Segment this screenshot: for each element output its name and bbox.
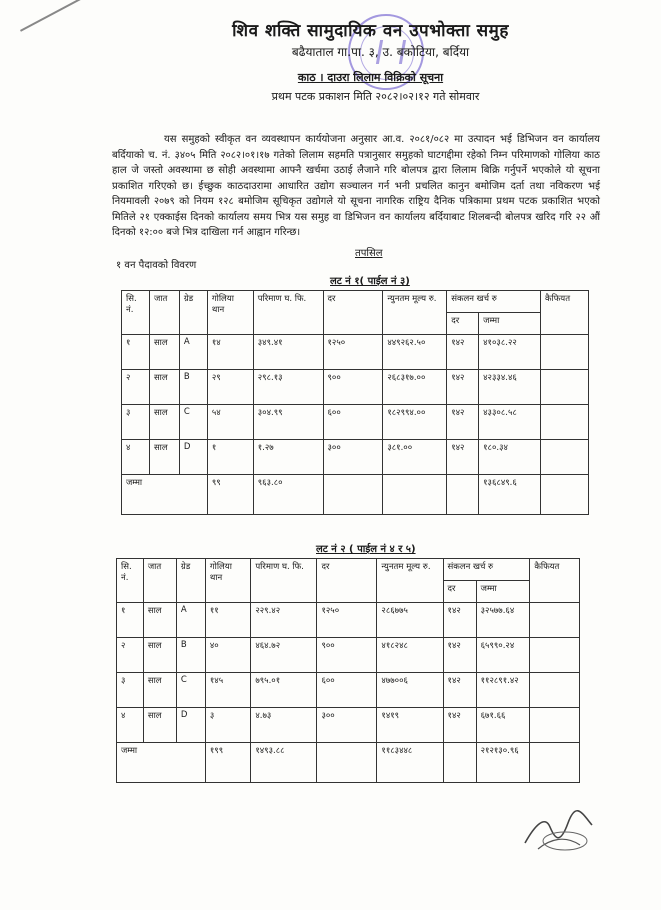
cell-coll-total: ६५९९०.२४ bbox=[476, 638, 530, 673]
section-label: १ वन पैदावको विवरण bbox=[116, 260, 197, 271]
cell-sn: १ bbox=[117, 603, 144, 638]
cell-sn: २ bbox=[117, 638, 144, 673]
cell-volume: ७९५.०१ bbox=[251, 673, 317, 708]
col-sn: सि. नं. bbox=[122, 291, 150, 335]
cell-coll-total: ४२३३४.४६ bbox=[479, 370, 541, 405]
cell-coll-total: १८०.३४ bbox=[479, 440, 541, 475]
cell-remarks bbox=[530, 638, 580, 673]
col-collection: संकलन खर्च रु bbox=[447, 291, 541, 313]
cell-min-price: ४७७००६ bbox=[377, 673, 443, 708]
col-volume: परिमाण घ. फि. bbox=[253, 291, 323, 335]
table-row bbox=[117, 603, 580, 638]
cell-coll-rate: १४२ bbox=[443, 708, 476, 743]
cell-sn: १ bbox=[122, 335, 150, 370]
cell-logs: १४ bbox=[207, 335, 253, 370]
lot-1-title: लट नं १( पाईल नं ३) bbox=[330, 276, 410, 287]
cell-total-coll-total: २१२१३०.९६ bbox=[476, 743, 530, 783]
cell-grade: A bbox=[176, 603, 205, 638]
cell-logs: ३ bbox=[205, 708, 250, 743]
cell-species: साल bbox=[149, 335, 179, 370]
cell-coll-rate: १४२ bbox=[447, 405, 479, 440]
cell-grade: A bbox=[179, 335, 207, 370]
cell-grade: D bbox=[179, 440, 207, 475]
annex-label: तपसिल bbox=[355, 248, 383, 259]
cell-total-volume: १४९३.८८ bbox=[251, 743, 317, 783]
cell-remarks bbox=[530, 743, 580, 783]
cell-total-rate bbox=[323, 475, 383, 515]
col-remarks: कैफियत bbox=[541, 291, 589, 335]
table-row bbox=[117, 638, 580, 673]
cell-coll-rate: १४२ bbox=[447, 335, 479, 370]
cell-coll-total: ११२८९१.४२ bbox=[476, 673, 530, 708]
cell-logs: ४० bbox=[205, 638, 250, 673]
cell-remarks bbox=[541, 370, 589, 405]
document-header bbox=[0, 18, 661, 104]
cell-total-logs: ९९ bbox=[207, 475, 253, 515]
col-species: जात bbox=[143, 559, 176, 603]
cell-species: साल bbox=[149, 440, 179, 475]
cell-species: साल bbox=[143, 638, 176, 673]
cell-min-price: ४१८२४८ bbox=[377, 638, 443, 673]
col-species: जात bbox=[149, 291, 179, 335]
cell-total-rate bbox=[317, 743, 377, 783]
lot-2-title: लट नं २ ( पाईल नं ४ र ५) bbox=[316, 544, 416, 555]
lot-2-table bbox=[116, 558, 580, 783]
cell-total-coll-total: १३६८४९.६ bbox=[479, 475, 541, 515]
total-row bbox=[122, 475, 589, 515]
org-address: बढैयाताल गा.पा. ३, उ. बकोटिया, बर्दिया bbox=[291, 45, 470, 59]
signature-mark bbox=[520, 805, 600, 855]
cell-remarks bbox=[541, 405, 589, 440]
cell-total-logs: १९९ bbox=[205, 743, 250, 783]
cell-remarks bbox=[530, 603, 580, 638]
cell-species: साल bbox=[143, 673, 176, 708]
col-min-price: न्युनतम मूल्य रु. bbox=[383, 291, 447, 335]
cell-volume: ३०४.९९ bbox=[253, 405, 323, 440]
cell-volume: २२९.४२ bbox=[251, 603, 317, 638]
cell-min-price: ३८१.०० bbox=[383, 440, 447, 475]
cell-remarks bbox=[530, 673, 580, 708]
cell-sn: २ bbox=[122, 370, 150, 405]
table-row bbox=[122, 405, 589, 440]
cell-volume: ४.७३ bbox=[251, 708, 317, 743]
col-sn: सि. नं. bbox=[117, 559, 144, 603]
cell-total-min-price: ११८३४४८ bbox=[377, 743, 443, 783]
table-row bbox=[117, 673, 580, 708]
cell-species: साल bbox=[149, 405, 179, 440]
total-row bbox=[117, 743, 580, 783]
cell-volume: ४६४.७२ bbox=[251, 638, 317, 673]
cell-volume: १.२७ bbox=[253, 440, 323, 475]
col-volume: परिमाण घ. फि. bbox=[251, 559, 317, 603]
cell-rate: ६०० bbox=[323, 405, 383, 440]
cell-total-label: जम्मा bbox=[122, 475, 208, 515]
cell-coll-rate: १४२ bbox=[447, 440, 479, 475]
cell-rate: ३०० bbox=[317, 708, 377, 743]
col-rate: दर bbox=[317, 559, 377, 603]
cell-grade: B bbox=[179, 370, 207, 405]
cell-logs: १४५ bbox=[205, 673, 250, 708]
table-row bbox=[122, 370, 589, 405]
cell-total-min-price bbox=[383, 475, 447, 515]
cell-min-price: २६८३१७.०० bbox=[383, 370, 447, 405]
cell-coll-rate: १४२ bbox=[443, 673, 476, 708]
cell-sn: ३ bbox=[117, 673, 144, 708]
cell-sn: ४ bbox=[117, 708, 144, 743]
cell-coll-rate: १४२ bbox=[443, 603, 476, 638]
cell-grade: C bbox=[176, 673, 205, 708]
table-row bbox=[117, 708, 580, 743]
col-rate: दर bbox=[323, 291, 383, 335]
cell-min-price: ४४९२६२.५० bbox=[383, 335, 447, 370]
col-grade: ग्रेड bbox=[176, 559, 205, 603]
cell-coll-total: ६७१.६६ bbox=[476, 708, 530, 743]
cell-total-coll-rate bbox=[443, 743, 476, 783]
cell-logs: ११ bbox=[205, 603, 250, 638]
cell-remarks bbox=[541, 440, 589, 475]
cell-min-price: १४१९ bbox=[377, 708, 443, 743]
col-coll-rate: दर bbox=[447, 313, 479, 335]
cell-min-price: १८२९९४.०० bbox=[383, 405, 447, 440]
cell-rate: ६०० bbox=[317, 673, 377, 708]
cell-total-label: जम्मा bbox=[117, 743, 206, 783]
cell-rate: १२५० bbox=[323, 335, 383, 370]
cell-grade: B bbox=[176, 638, 205, 673]
cell-coll-rate: १४२ bbox=[447, 370, 479, 405]
cell-rate: १२५० bbox=[317, 603, 377, 638]
cell-coll-rate: १४२ bbox=[443, 638, 476, 673]
col-logs: गोलिया थान bbox=[207, 291, 253, 335]
publish-date-line: प्रथम पटक प्रकाशन मिति २०८२।०२।१२ गते सोमवार bbox=[271, 90, 480, 103]
cell-remarks bbox=[530, 708, 580, 743]
cell-species: साल bbox=[149, 370, 179, 405]
org-name: शिव शक्ति सामुदायिक वन उपभोक्ता समुह bbox=[232, 21, 509, 41]
cell-sn: ४ bbox=[122, 440, 150, 475]
col-remarks: कैफियत bbox=[530, 559, 580, 603]
cell-logs: ५४ bbox=[207, 405, 253, 440]
cell-species: साल bbox=[143, 708, 176, 743]
col-min-price: न्युनतम मूल्य रु. bbox=[377, 559, 443, 603]
cell-coll-total: ४१०३८.२२ bbox=[479, 335, 541, 370]
notice-title: काठ । दाउरा लिलाम विक्रिको सूचना bbox=[297, 71, 444, 84]
cell-remarks bbox=[541, 335, 589, 370]
cell-volume: ३४९.४१ bbox=[253, 335, 323, 370]
cell-logs: १ bbox=[207, 440, 253, 475]
cell-grade: D bbox=[176, 708, 205, 743]
col-coll-total: जम्मा bbox=[476, 581, 530, 603]
cell-remarks bbox=[541, 475, 589, 515]
table-row bbox=[122, 335, 589, 370]
cell-total-coll-rate bbox=[447, 475, 479, 515]
cell-rate: ९०० bbox=[323, 370, 383, 405]
cell-rate: ९०० bbox=[317, 638, 377, 673]
cell-total-volume: ९६३.८० bbox=[253, 475, 323, 515]
col-coll-rate: दर bbox=[443, 581, 476, 603]
notice-body: यस समुहको स्वीकृत वन व्यवस्थापन कार्ययोजना अनुसार आ.व. २०८१/०८२ मा उत्पादन भई डिभिजन वन कार्यालय बर्दियाको च. नं. ३४०५ मिति २०८२।०१।१७ गतेको लिलाम सहमति पत्रानुसार समुहको घाटगद्दीमा रहेको निम्न परिमाणको गोलिया काठ हाल जे जस्तो अवस्थामा छ सोही अवस्थामा आफ्नै खर्चमा उठाई लैजाने गरि बोलपत्र द्वारा लिलाम बिक्रि गर्नुपर्ने भएकोले यो सूचना प्रकाशित गरिएको छ। ईच्छुक काठदाउरामा आधारित उद्योग सञ्चालन गर्न भनी प्रचलित कानुन बमोजिम दर्ता तथा नविकरण भई नियमावली २०७९ को नियम १२८ बमोजिम सूचिकृत उद्योगले यो सूचना नागरिक राष्ट्रिय दैनिक पत्रिकामा प्रथम पटक प्रकाशित भएको मितिले २१ एक्काईस दिनको कार्यालय समय भित्र यस समुह वा डिभिजन वन कार्यालय बर्दियाबाट शिलबन्दी बोलपत्र खरिद गरि २२ औं दिनको १२:०० बजे भित्र दाखिला गर्न आह्वान गरिन्छ। bbox=[112, 134, 600, 238]
cell-coll-total: ३२५७७.६४ bbox=[476, 603, 530, 638]
cell-coll-total: ४३३०८.५८ bbox=[479, 405, 541, 440]
col-coll-total: जम्मा bbox=[479, 313, 541, 335]
col-grade: ग्रेड bbox=[179, 291, 207, 335]
cell-min-price: २८६७७५ bbox=[377, 603, 443, 638]
col-collection: संकलन खर्च रु bbox=[443, 559, 530, 581]
cell-species: साल bbox=[143, 603, 176, 638]
cell-volume: २९८.१३ bbox=[253, 370, 323, 405]
table-row bbox=[122, 440, 589, 475]
cell-sn: ३ bbox=[122, 405, 150, 440]
cell-logs: २९ bbox=[207, 370, 253, 405]
cell-grade: C bbox=[179, 405, 207, 440]
cell-rate: ३०० bbox=[323, 440, 383, 475]
lot-1-table bbox=[121, 290, 589, 515]
col-logs: गोलिया थान bbox=[205, 559, 250, 603]
